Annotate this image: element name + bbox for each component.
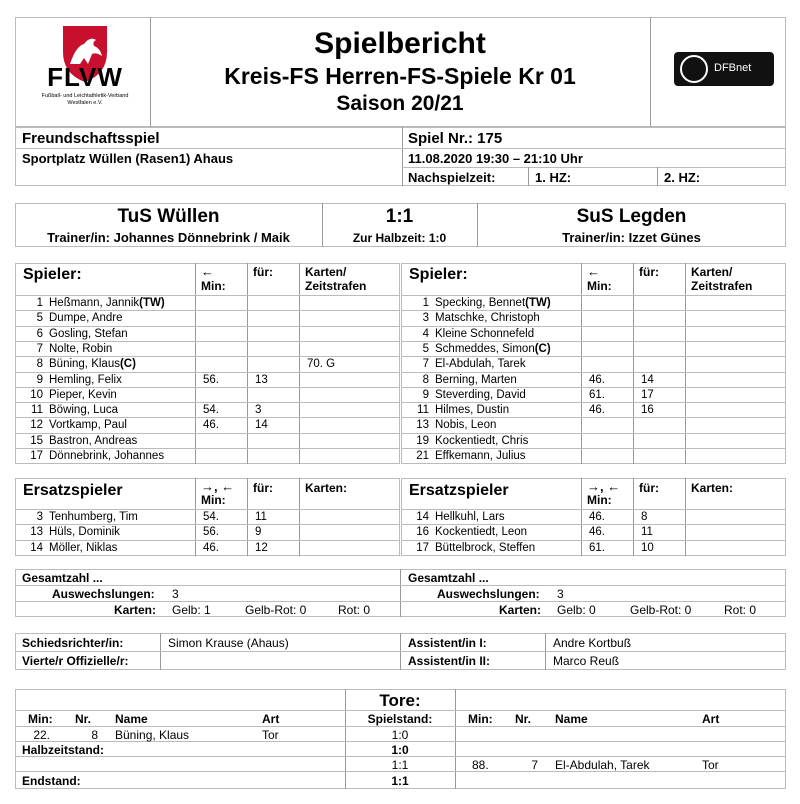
away-gelbrot: Gelb-Rot: 0	[630, 603, 692, 617]
player-number: 9	[422, 388, 429, 401]
player-name-text: Büning, Klaus	[49, 358, 120, 371]
home-sub-cards-header: Karten:	[305, 481, 348, 495]
player-name-text: Nobis, Leon	[435, 419, 497, 432]
table-row	[15, 418, 400, 433]
home-totals-label: Gesamtzahl ...	[22, 571, 103, 585]
home-out-arrow: ←	[201, 264, 214, 279]
away-goal-name-header: Name	[555, 712, 588, 726]
home-sub-min-header: Min:	[201, 493, 226, 507]
sub-for: 3	[255, 404, 262, 417]
home-team: TuS Wüllen	[117, 206, 220, 227]
player-number: 13	[30, 526, 43, 539]
away-goal-art: Tor	[702, 758, 719, 772]
home-sub-arrows: →, ←	[201, 479, 235, 494]
player-number: 8	[422, 373, 429, 386]
table-row	[15, 541, 400, 556]
home-players-header: Spieler:	[23, 266, 82, 283]
home-trainer: Trainer/in: Johannes Dönnebrink / Maik	[47, 230, 290, 245]
player-number: 7	[422, 358, 429, 371]
home-subs-count: 3	[172, 587, 179, 601]
player-name	[435, 327, 534, 342]
away-subs-header: Ersatzspieler	[409, 482, 509, 499]
sub-for: 11	[255, 511, 267, 523]
away-cards-header2: Zeitstrafen	[691, 279, 753, 293]
home-goal-name-header: Name	[115, 712, 148, 726]
match-number: Spiel Nr.: 175	[408, 130, 503, 147]
player-number: 10	[30, 388, 43, 401]
table-row	[15, 403, 400, 418]
player-name: Möller, Niklas	[49, 541, 118, 554]
overtime-label: Nachspielzeit:	[408, 170, 496, 185]
away-totals-label: Gesamtzahl ...	[408, 571, 489, 585]
home-fuer-header: für:	[253, 265, 273, 279]
player-number: 19	[416, 434, 429, 447]
away-cards-header1: Karten/	[691, 265, 733, 279]
logo-sub1: Fußball- und Leichtathletik-Verband	[41, 93, 129, 99]
table-row	[401, 510, 786, 525]
sub-for: 9	[255, 526, 262, 539]
sub-minute: 61.	[589, 541, 605, 554]
player-name-text: El-Abdulah, Tarek	[435, 358, 526, 371]
player-name	[435, 296, 551, 311]
player-name-text: Kleine Schonnefeld	[435, 327, 535, 340]
sub-minute: 46.	[203, 419, 219, 432]
fourth-official-label: Vierte/r Offizielle/r:	[22, 654, 129, 668]
sub-minute: 46.	[203, 541, 219, 554]
away-subs-count: 3	[557, 587, 564, 601]
sub-for: 12	[255, 541, 268, 554]
player-name-text: Heßmann, Jannik	[49, 297, 140, 309]
goals-title: Tore:	[379, 691, 421, 710]
player-number: 11	[417, 404, 429, 417]
player-name-text: Dönnebrink, Johannes	[49, 450, 165, 462]
away-goal-nr-header: Nr.	[515, 712, 532, 726]
player-number: 15	[30, 434, 43, 447]
season: Saison 20/21	[336, 92, 464, 115]
away-gelb: Gelb: 0	[557, 603, 596, 617]
sub-minute: 61.	[589, 388, 605, 401]
table-row	[401, 311, 786, 326]
player-name	[49, 434, 137, 449]
table-row	[15, 434, 400, 449]
sub-minute: 46.	[589, 511, 605, 523]
player-number: 11	[31, 404, 43, 417]
away-goal-nr: 7	[531, 758, 538, 772]
table-row	[15, 342, 400, 357]
score-after-goal2: 1:1	[391, 758, 409, 772]
player-name-text: Gosling, Stefan	[49, 327, 128, 340]
player-name-text: Steverding, David	[435, 388, 526, 401]
home-sub-fuer-header: für:	[253, 481, 273, 495]
player-name-text: Pieper, Kevin	[49, 388, 117, 401]
player-name	[49, 311, 123, 326]
logo-text: FLVW	[47, 62, 123, 92]
logo-sub2: Westfalen e.V.	[67, 100, 103, 106]
home-rot: Rot: 0	[338, 603, 371, 617]
assistant2-name: Marco Reuß	[553, 654, 620, 668]
sub-for: 16	[641, 404, 654, 417]
player-name-text: Schmeddes, Simon	[435, 342, 535, 355]
player-role-tag: (TW)	[139, 297, 165, 309]
player-number: 12	[30, 419, 43, 432]
home-goal-nr: 8	[91, 728, 98, 742]
table-row	[401, 296, 786, 311]
final-value: 1:1	[391, 774, 409, 788]
referee-name: Simon Krause (Ahaus)	[168, 636, 289, 650]
table-row	[401, 449, 786, 464]
away-out-arrow: ←	[587, 264, 600, 279]
sub-for: 14	[255, 419, 268, 432]
player-name: Kockentiedt, Leon	[435, 526, 528, 539]
player-role-tag: (C)	[534, 342, 551, 355]
home-gelbrot: Gelb-Rot: 0	[245, 603, 307, 617]
table-row	[401, 525, 786, 540]
sub-minute: 46.	[589, 404, 605, 417]
player-name: Büttelbrock, Steffen	[435, 541, 536, 554]
player-number: 8	[36, 358, 43, 371]
player-name-text: Böwing, Luca	[49, 404, 119, 417]
table-row	[401, 373, 786, 388]
away-players-header: Spieler:	[409, 266, 468, 283]
player-name	[49, 357, 136, 372]
ht2-label: 2. HZ:	[664, 170, 701, 185]
home-cards-label: Karten:	[113, 603, 156, 617]
away-goal-min-header: Min:	[468, 712, 493, 726]
final-label: Endstand:	[22, 774, 81, 788]
table-row	[15, 510, 400, 525]
final-score: 1:1	[385, 206, 414, 227]
home-goal-name: Büning, Klaus	[115, 728, 190, 742]
table-row	[15, 525, 400, 540]
player-number: 3	[422, 312, 429, 325]
player-name	[49, 296, 165, 311]
player-name-text: Specking, Bennet	[435, 297, 526, 309]
sub-for: 17	[641, 388, 654, 401]
player-role-tag: (C)	[119, 358, 136, 371]
player-number: 14	[30, 541, 43, 554]
player-name	[49, 342, 112, 357]
page-subtitle: Kreis-FS Herren-FS-Spiele Kr 01	[224, 63, 576, 89]
table-row	[15, 449, 400, 464]
away-rot: Rot: 0	[724, 603, 757, 617]
player-name	[49, 403, 118, 418]
player-number: 17	[30, 450, 43, 462]
ht1-label: 1. HZ:	[535, 170, 572, 185]
sub-for: 10	[641, 541, 654, 554]
home-goal-min-header: Min:	[28, 712, 53, 726]
home-min-header: Min:	[201, 279, 226, 293]
player-name-text: Hilmes, Dustin	[435, 404, 510, 417]
player-number: 6	[36, 327, 43, 340]
assistant2-label: Assistent/in II:	[408, 654, 491, 668]
home-goal-min: 22.	[33, 728, 50, 742]
away-fuer-header: für:	[639, 265, 659, 279]
player-number: 7	[36, 342, 43, 355]
player-number: 17	[416, 541, 429, 554]
player-number: 21	[416, 450, 429, 462]
player-name-text: Dumpe, Andre	[49, 312, 123, 325]
player-name-text: Kockentiedt, Chris	[435, 434, 529, 447]
dfb-emblem-icon	[680, 55, 708, 83]
home-subs-label: Auswechslungen:	[52, 587, 155, 601]
away-team: SuS Legden	[576, 206, 687, 227]
player-number: 5	[36, 312, 43, 325]
table-row	[15, 296, 400, 311]
player-name	[435, 357, 526, 372]
table-row	[401, 418, 786, 433]
player-name-text: Matschke, Christoph	[435, 312, 540, 325]
away-subs-label: Auswechslungen:	[437, 587, 540, 601]
player-name-text: Effkemann, Julius	[435, 450, 526, 462]
home-subs-header: Ersatzspieler	[23, 482, 123, 499]
player-name	[49, 449, 164, 464]
table-row	[15, 327, 400, 342]
away-cards-label: Karten:	[498, 603, 541, 617]
player-number: 5	[422, 342, 429, 355]
away-sub-arrows: →, ←	[587, 479, 621, 494]
venue: Sportplatz Wüllen (Rasen1) Ahaus	[22, 151, 234, 166]
away-sub-fuer-header: für:	[639, 481, 659, 495]
page-title: Spielbericht	[314, 27, 486, 60]
table-row	[401, 541, 786, 556]
flvw-logo	[30, 24, 140, 124]
player-name: Hüls, Dominik	[49, 526, 120, 539]
table-row	[401, 388, 786, 403]
match-type: Freundschaftsspiel	[22, 130, 160, 147]
sub-for: 14	[641, 373, 654, 386]
player-name	[49, 388, 117, 403]
player-name-text: Bastron, Andreas	[49, 434, 138, 447]
player-number: 16	[416, 526, 429, 539]
table-row	[401, 403, 786, 418]
table-row	[15, 311, 400, 326]
player-name: Tenhumberg, Tim	[49, 511, 138, 523]
halftime-value: 1:0	[391, 743, 409, 757]
home-cards-header2: Zeitstrafen	[305, 279, 367, 293]
table-row	[401, 327, 786, 342]
player-name	[435, 311, 540, 326]
table-row	[401, 342, 786, 357]
sub-minute: 46.	[589, 373, 605, 386]
table-row	[15, 357, 400, 372]
player-number: 13	[416, 419, 429, 432]
player-name	[435, 388, 526, 403]
player-number: 1	[422, 297, 429, 309]
halftime-score: Zur Halbzeit: 1:0	[352, 231, 447, 245]
player-role-tag: (TW)	[525, 297, 551, 309]
sub-for: 11	[641, 526, 653, 539]
player-name	[49, 418, 127, 433]
player-name	[435, 342, 551, 357]
home-goal-art: Tor	[262, 728, 279, 742]
player-name	[435, 373, 517, 388]
sub-minute: 56.	[203, 526, 219, 539]
sub-minute: 54.	[203, 404, 219, 417]
away-min-header: Min:	[587, 279, 612, 293]
table-row	[401, 357, 786, 372]
player-name-text: Nolte, Robin	[49, 342, 113, 355]
away-sub-cards-header: Karten:	[691, 481, 734, 495]
player-number: 3	[36, 511, 43, 523]
halftime-label: Halbzeitstand:	[22, 743, 105, 757]
card: 70. G	[307, 358, 336, 371]
home-gelb: Gelb: 1	[172, 603, 211, 617]
player-number: 1	[36, 297, 43, 309]
player-name	[49, 327, 128, 342]
player-name-text: Vortkamp, Paul	[49, 419, 127, 432]
table-row	[15, 373, 400, 388]
referee-label: Schiedsrichter/in:	[22, 636, 124, 650]
player-name-text: Hemling, Felix	[49, 373, 122, 386]
dfbnet-logo	[674, 52, 774, 86]
player-name	[49, 373, 122, 388]
player-number: 9	[36, 373, 43, 386]
home-cards-header1: Karten/	[305, 265, 347, 279]
sub-minute: 46.	[589, 526, 605, 539]
player-name	[435, 418, 496, 433]
player-number: 14	[416, 511, 429, 523]
player-number: 4	[422, 327, 429, 340]
sub-minute: 54.	[203, 511, 219, 523]
table-row	[401, 434, 786, 449]
dfbnet-text: DFBnet	[714, 62, 752, 74]
player-name-text: Berning, Marten	[435, 373, 517, 386]
away-goal-name: El-Abdulah, Tarek	[555, 758, 650, 772]
assistant1-name: Andre Kortbuß	[553, 636, 632, 650]
table-row	[15, 388, 400, 403]
player-name: Hellkuhl, Lars	[435, 511, 505, 523]
player-name	[435, 403, 509, 418]
away-goal-min: 88.	[472, 758, 489, 772]
home-goal-nr-header: Nr.	[75, 712, 92, 726]
away-trainer: Trainer/in: Izzet Günes	[562, 230, 701, 245]
player-name	[435, 449, 526, 464]
away-sub-min-header: Min:	[587, 493, 612, 507]
sub-for: 13	[255, 373, 268, 386]
sub-for: 8	[641, 511, 648, 523]
match-datetime: 11.08.2020 19:30 – 21:10 Uhr	[408, 151, 583, 166]
score-after-goal1: 1:0	[391, 728, 409, 742]
sub-minute: 56.	[203, 373, 219, 386]
home-goal-art-header: Art	[262, 712, 280, 726]
spielstand-header: Spielstand:	[367, 712, 433, 726]
away-goal-art-header: Art	[702, 712, 720, 726]
assistant1-label: Assistent/in I:	[408, 636, 487, 650]
player-name	[435, 434, 528, 449]
